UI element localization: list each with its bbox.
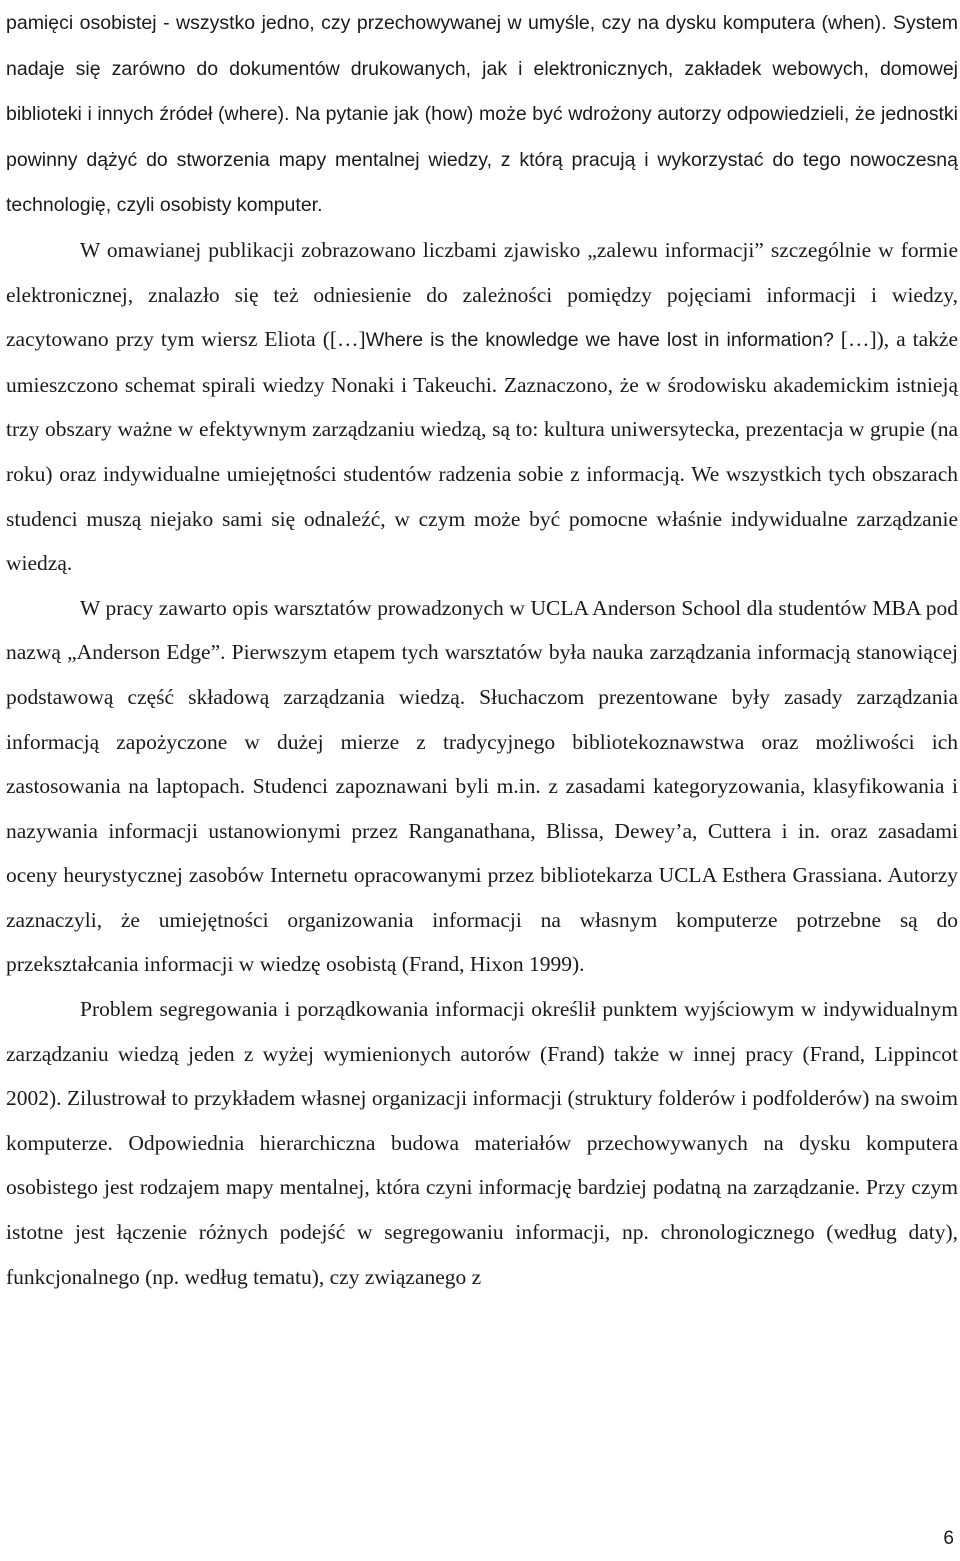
paragraph-3	[6, 586, 958, 987]
text-run: Where is the knowledge we have lost in information?	[365, 329, 834, 352]
document-page	[6, 0, 958, 1299]
paragraph-2	[6, 228, 958, 586]
text-run: pamięci osobistej - wszystko jedno, czy przechowywanej w umyśle, czy na dysku komputera (when). System nadaje się zarówno do dokumentów drukowanych, jak i elektronicznych, zakładek webowych, domowej biblioteki i innych źródeł (where). Na pytanie jak (how) może być wdrożony autorzy odpowiedzieli, że jednostki powinny dążyć do stworzenia mapy mentalnej wiedzy, z którą pracują i wykorzystać do tego nowoczesną technologię, czyli osobisty komputer.	[6, 12, 958, 217]
text-run: W omawianej publikacji zobrazowano liczbami zjawisko „zalewu informacji” szczególnie w formie elektronicznej, znalazło się też odniesienie do zależności pomiędzy pojęciami informacji i wiedzy, zacytowano przy tym wiersz Eliota ([…]	[6, 237, 958, 352]
text-run: W pracy zawarto opis warsztatów prowadzonych w UCLA Anderson School dla studentów MBA pod nazwą „Anderson Edge”. Pierwszym etapem tych warsztatów była nauka zarządzania informacją stanowiącej podstawową część składową zarządzania wiedzą. Słuchaczom prezentowane były zasady zarządzania informacją zapożyczone w dużej mierze z tradycyjnego bibliotekoznawstwa oraz możliwości ich zastosowania na laptopach. Studenci zapoznawani byli m.in. z zasadami kategoryzowania, klasyfikowania i nazywania informacji ustanowionymi przez Ranganathana, Blissa, Dewey’a, Cuttera i in. oraz zasadami oceny heurystycznej zasobów Internetu opracowanymi przez bibliotekarza UCLA Esthera Grassiana. Autorzy zaznaczyli, że umiejętności organizowania informacji na własnym komputerze potrzebne są do przekształcania informacji w wiedzę osobistą (Frand, Hixon 1999).	[6, 595, 958, 977]
page-number: 6	[943, 1528, 954, 1549]
text-run: Problem segregowania i porządkowania informacji określił punktem wyjściowym w indywidualnym zarządzaniu wiedzą jeden z wyżej wymienionych autorów (Frand) także w innej pracy (Frand, Lippincot 2002). Zilustrował to przykładem własnej organizacji informacji (struktury folderów i podfolderów) na swoim komputerze. Odpowiednia hierarchiczna budowa materiałów przechowywanych na dysku komputera osobistego jest rodzajem mapy mentalnej, która czyni informację bardziej podatną na zarządzanie. Przy czym istotne jest łączenie różnych podejść w segregowaniu informacji, np. chronologicznego (według daty), funkcjonalnego (np. według tematu), czy związanego z	[6, 997, 958, 1289]
paragraph-1	[6, 0, 958, 228]
text-run: […]), a także umieszczono schemat spirali wiedzy Nonaki i Takeuchi. Zaznaczono, że w środowisku akademickim istnieją trzy obszary ważne w efektywnym zarządzaniu wiedzą, są to: kultura uniwersytecka, prezentacja w grupie (na roku) oraz indywidualne umiejętności studentów radzenia sobie z informacją. We wszystkich tych obszarach studenci muszą niejako sami się odnaleźć, w czym może być pomocne właśnie indywidualne zarządzanie wiedzą.	[6, 327, 958, 576]
paragraph-4	[6, 987, 958, 1299]
